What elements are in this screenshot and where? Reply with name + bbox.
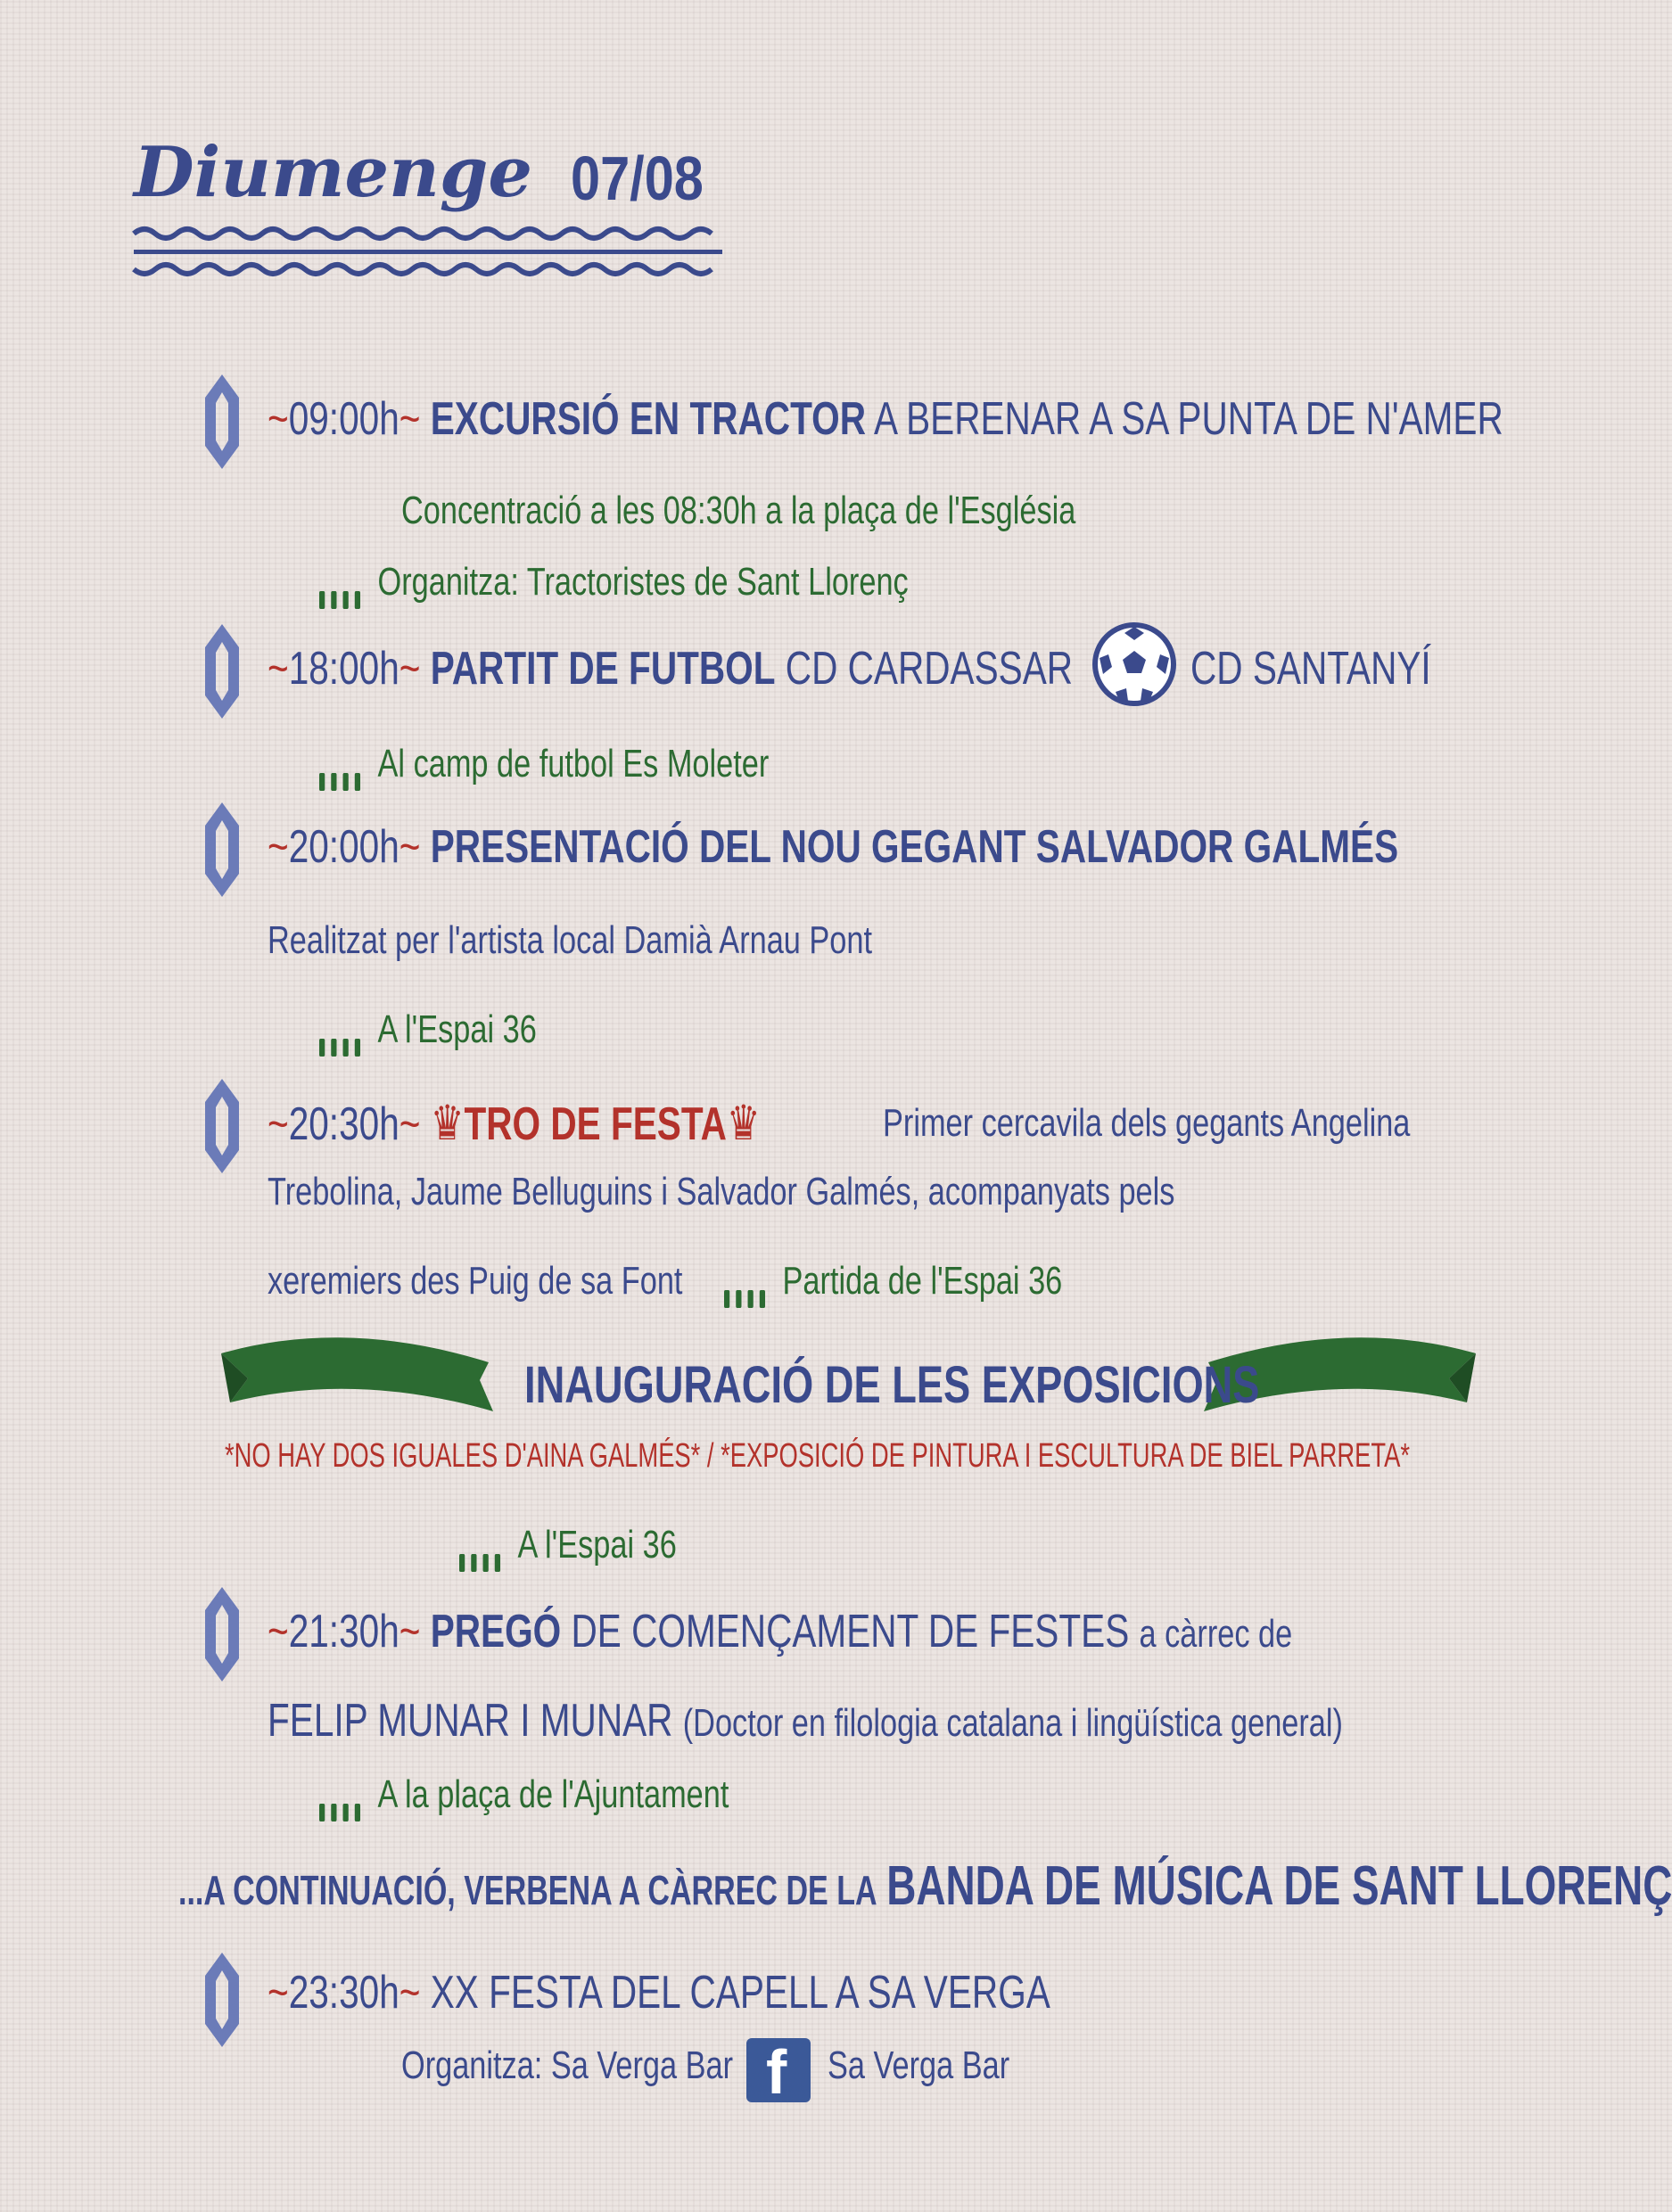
bullet-diamond-icon (203, 1951, 241, 2049)
event-time: 18:00h (288, 643, 399, 695)
title-underline-ornament (134, 223, 722, 285)
continuation-line (178, 1854, 1672, 1918)
crown-icon: ♛ (726, 1097, 761, 1150)
event-5-line: ~21:30h~ PREGÓ DE COMENÇAMENT DE FESTES a càrrec de (268, 1606, 1293, 1657)
event-2-place (319, 742, 769, 786)
place-text: A la plaça de l'Ajuntament (377, 1772, 729, 1816)
facebook-icon: f (746, 2038, 811, 2102)
event-title: TRO DE FESTA (464, 1098, 727, 1150)
banner-title: INAUGURACIÓ DE LES EXPOSICIONS (524, 1356, 1260, 1414)
event-2-line: ~18:00h~ PARTIT DE FUTBOL CD CARDASSAR (268, 643, 1074, 695)
event-title: PREGÓ (430, 1606, 562, 1657)
place-text: A l'Espai 36 (517, 1523, 677, 1566)
event-3-note: Realitzat per l'artista local Damià Arnau Pont (268, 918, 873, 962)
event-5-place (319, 1772, 729, 1817)
event-time: 20:30h (288, 1098, 399, 1150)
event-title: PARTIT DE FUTBOL (430, 643, 776, 695)
continuation-lead: ...A CONTINUACIÓ, VERBENA A CÀRREC DE LA (178, 1867, 877, 1913)
event-3-place (319, 1007, 537, 1052)
ribbon-left-icon (212, 1327, 498, 1425)
person-name: FELIP MUNAR I MUNAR (268, 1695, 673, 1747)
place-text: Organitza: Tractoristes de Sant Llorenç (377, 560, 909, 604)
place-text: Al camp de futbol Es Moleter (377, 742, 770, 785)
event-6-fb: Sa Verga Bar (828, 2043, 1010, 2087)
banner-place (459, 1523, 677, 1567)
event-4-desc: Primer cercavila dels gegants Angelina (883, 1101, 1411, 1145)
event-1-note: Concentració a les 08:30h a la plaça de l'Església (401, 489, 1076, 532)
event-subtitle: A BERENAR A SA PUNTA DE N'AMER (874, 393, 1503, 445)
dots-icon (319, 756, 368, 776)
bullet-diamond-icon (203, 622, 241, 720)
event-time: 20:00h (288, 821, 399, 873)
event-4-place (724, 1259, 1062, 1303)
person-note: (Doctor en filologia catalana i lingüística general) (682, 1701, 1343, 1745)
event-6-line: ~23:30h~ XX FESTA DEL CAPELL A SA VERGA (268, 1967, 1050, 2019)
event-time: 21:30h (288, 1606, 399, 1657)
event-time: 23:30h (288, 1967, 399, 2019)
event-title: PRESENTACIÓ DEL NOU GEGANT SALVADOR GALMÉS (430, 821, 1399, 873)
team-home: CD CARDASSAR (785, 643, 1074, 695)
place-text: A l'Espai 36 (377, 1007, 537, 1051)
event-1-line: ~09:00h~ EXCURSIÓ EN TRACTOR A BERENAR A SA PUNTA DE N'AMER (268, 393, 1503, 445)
event-5-person (268, 1694, 1343, 1747)
place-text: Partida de l'Espai 36 (782, 1259, 1063, 1303)
team-away: CD SANTANYÍ (1190, 643, 1431, 695)
bullet-diamond-icon (203, 373, 241, 471)
dots-icon (459, 1537, 508, 1557)
dots-icon (319, 574, 368, 594)
crown-icon: ♛ (430, 1097, 465, 1150)
dots-icon (319, 1022, 368, 1041)
continuation-big: BANDA DE MÚSICA DE SANT LLORENÇ (886, 1855, 1672, 1917)
event-subtitle: DE COMENÇAMENT DE FESTES (571, 1606, 1130, 1657)
bullet-diamond-icon (203, 1585, 241, 1683)
page-title-date: 07/08 (571, 144, 704, 213)
bullet-diamond-icon (203, 1077, 241, 1175)
event-small: a càrrec de (1139, 1612, 1293, 1656)
banner-subtitle: *NO HAY DOS IGUALES D'AINA GALMÉS* / *EXPOSICIÓ DE PINTURA I ESCULTURA DE BIEL PARRETA* (225, 1437, 1410, 1475)
event-6-org: Organitza: Sa Verga Bar (401, 2043, 734, 2087)
event-3-line: ~20:00h~ PRESENTACIÓ DEL NOU GEGANT SALVADOR GALMÉS (268, 821, 1399, 873)
page-title-day: Diumenge (134, 132, 533, 213)
event-1-place (319, 560, 909, 604)
event-title: EXCURSIÓ EN TRACTOR (430, 393, 866, 445)
football-icon (1092, 622, 1176, 706)
event-4-line: ~20:30h~ ♛TRO DE FESTA♛ (268, 1097, 761, 1150)
event-title: XX FESTA DEL CAPELL A SA VERGA (430, 1967, 1050, 2019)
bullet-diamond-icon (203, 801, 241, 899)
event-time: 09:00h (288, 393, 399, 445)
dots-icon (724, 1273, 773, 1293)
event-4-line3: xeremiers des Puig de sa Font (268, 1259, 683, 1303)
dots-icon (319, 1787, 368, 1806)
event-4-line2: Trebolina, Jaume Belluguins i Salvador Galmés, acompanyats pels (268, 1170, 1175, 1213)
